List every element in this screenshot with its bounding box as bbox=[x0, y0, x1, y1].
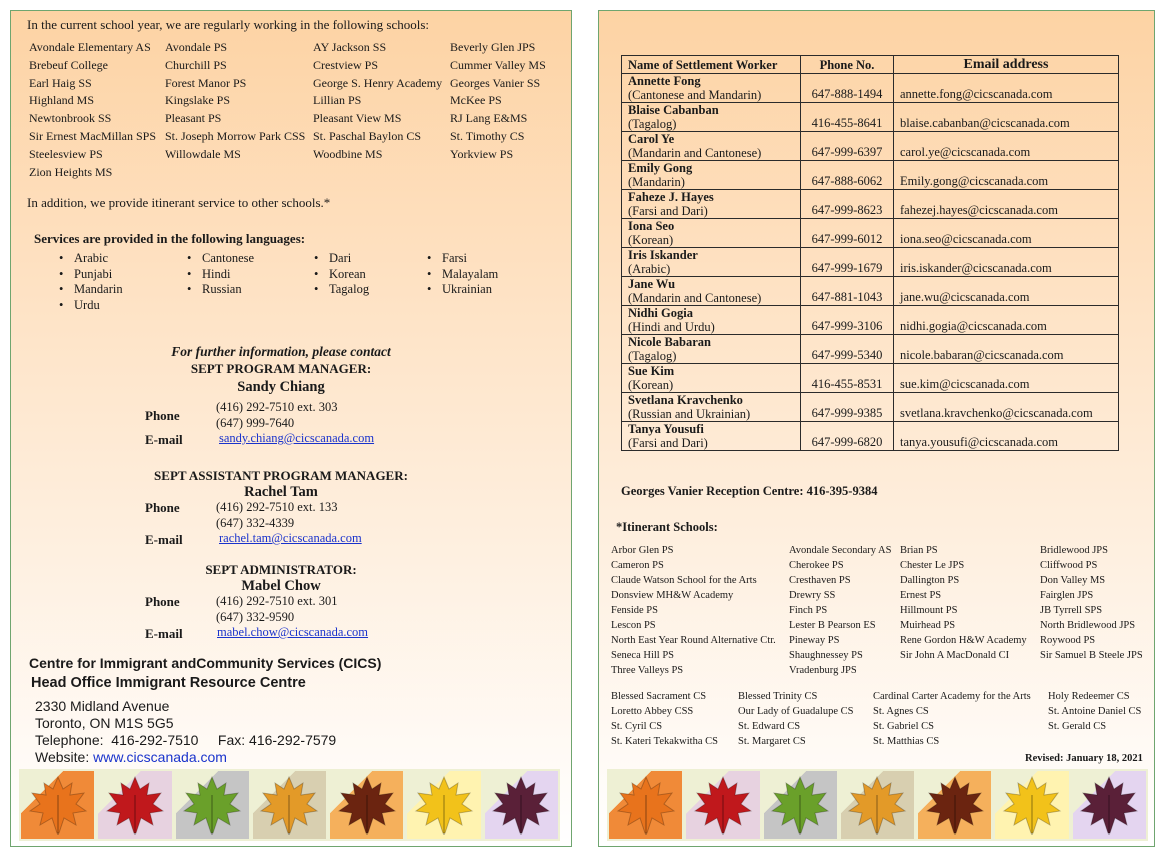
maple-leaf-icon bbox=[485, 771, 558, 839]
worker-phone: 647-999-6012 bbox=[801, 219, 894, 248]
worker-languages: (Korean) bbox=[628, 378, 674, 392]
itinerant-school-item: St. Gerald CS bbox=[1048, 721, 1107, 732]
school-item: Highland MS bbox=[29, 93, 95, 108]
school-item: Lillian PS bbox=[313, 93, 362, 108]
table-row bbox=[622, 248, 1119, 277]
worker-phone: 647-999-8623 bbox=[801, 190, 894, 219]
language-item: • Malayalam bbox=[427, 267, 527, 283]
worker-languages: (Tagalog) bbox=[628, 117, 677, 131]
worker-cell bbox=[622, 190, 801, 219]
itinerant-school-item: Vradenburg JPS bbox=[789, 665, 857, 676]
language-item: • Ukrainian bbox=[427, 282, 527, 298]
maple-leaf-icon bbox=[764, 771, 837, 839]
language-item: • Dari bbox=[314, 251, 427, 267]
worker-phone: 647-999-6397 bbox=[801, 132, 894, 161]
language-item: • Mandarin bbox=[59, 282, 187, 298]
maple-leaf-icon bbox=[98, 771, 171, 839]
table-row bbox=[622, 306, 1119, 335]
itinerant-school-item: North Bridlewood JPS bbox=[1040, 620, 1136, 631]
worker-languages: (Korean) bbox=[628, 233, 674, 247]
phone-number: (647) 332-9590 bbox=[216, 610, 295, 624]
itinerant-school-item: North East Year Round Alternative Ctr. bbox=[611, 635, 776, 646]
regular-schools-list bbox=[29, 39, 559, 181]
org-name: Centre for Immigrant andCommunity Services (CICS) bbox=[29, 655, 382, 671]
school-item: Churchill PS bbox=[165, 57, 227, 72]
worker-phone: 416-455-8641 bbox=[801, 103, 894, 132]
table-row bbox=[622, 393, 1119, 422]
language-item: • Arabic bbox=[59, 251, 187, 267]
itinerant-school-item: St. Cyril CS bbox=[611, 721, 663, 732]
worker-languages: (Farsi and Dari) bbox=[628, 204, 708, 218]
worker-name: Nicole Babaran bbox=[628, 335, 711, 349]
phone-label: Phone bbox=[145, 594, 180, 609]
itinerant-school-item: Arbor Glen PS bbox=[611, 545, 674, 556]
language-item: • Farsi bbox=[427, 251, 527, 267]
itinerant-school-item: Lester B Pearson ES bbox=[789, 620, 876, 631]
phone-number: (647) 999-7640 bbox=[216, 416, 295, 430]
itinerant-school-item: Don Valley MS bbox=[1040, 575, 1106, 586]
school-item: Forest Manor PS bbox=[165, 75, 247, 90]
table-row bbox=[622, 103, 1119, 132]
phone-number: (416) 292-7510 ext. 301 bbox=[216, 594, 338, 608]
school-item: Newtonbrook SS bbox=[29, 111, 112, 126]
itinerant-catholic-schools bbox=[611, 689, 1148, 749]
itinerant-school-item: Blessed Trinity CS bbox=[738, 691, 818, 702]
itinerant-school-item: Roywood PS bbox=[1040, 635, 1096, 646]
itinerant-school-item: Fenside PS bbox=[611, 605, 658, 616]
itinerant-school-item: Holy Redeemer CS bbox=[1048, 691, 1130, 702]
school-item: Avondale Elementary AS bbox=[29, 40, 151, 54]
worker-name: Faheze J. Hayes bbox=[628, 190, 714, 204]
itinerant-school-item: St. Matthias CS bbox=[873, 736, 940, 747]
settlement-workers-table bbox=[621, 55, 1119, 451]
itinerant-school-item: Sir John A MacDonald CI bbox=[900, 650, 1010, 661]
itinerant-school-item: Sir Samuel B Steele JPS bbox=[1040, 650, 1143, 661]
itinerant-school-item: Donsview MH&W Academy bbox=[611, 590, 734, 601]
table-row bbox=[622, 219, 1119, 248]
worker-email[interactable]: sue.kim@cicscanada.com bbox=[894, 364, 1119, 393]
school-item: Woodbine MS bbox=[313, 146, 383, 161]
table-row bbox=[622, 132, 1119, 161]
table-row bbox=[622, 161, 1119, 190]
maple-leaf-icon bbox=[176, 771, 249, 839]
table-row bbox=[622, 190, 1119, 219]
itinerant-school-item: Seneca Hill PS bbox=[611, 650, 674, 661]
email-link[interactable]: mabel.chow@cicscanada.com bbox=[217, 625, 369, 639]
worker-name: Iris Iskander bbox=[628, 248, 698, 262]
worker-phone: 416-455-8531 bbox=[801, 364, 894, 393]
itinerant-school-item bbox=[1048, 734, 1148, 749]
worker-cell bbox=[622, 103, 801, 132]
worker-cell bbox=[622, 132, 801, 161]
worker-phone: 647-881-1043 bbox=[801, 277, 894, 306]
itinerant-school-item: Hillmount PS bbox=[900, 605, 958, 616]
maple-leaf-icon bbox=[609, 771, 682, 839]
itinerant-school-item: Fairglen JPS bbox=[1040, 590, 1094, 601]
school-item: RJ Lang E&MS bbox=[450, 111, 528, 126]
itinerant-school-item: JB Tyrrell SPS bbox=[1040, 605, 1103, 616]
reception-centre: Georges Vanier Reception Centre: 416-395-9384 bbox=[621, 484, 878, 498]
worker-email[interactable]: iona.seo@cicscanada.com bbox=[894, 219, 1119, 248]
itinerant-school-item: Lescon PS bbox=[611, 620, 656, 631]
worker-name: Svetlana Kravchenko bbox=[628, 393, 743, 407]
worker-languages: (Mandarin and Cantonese) bbox=[628, 146, 762, 160]
itinerant-school-item: Brian PS bbox=[900, 545, 938, 556]
table-row bbox=[622, 277, 1119, 306]
worker-cell bbox=[622, 306, 801, 335]
phone-number: (647) 332-4339 bbox=[216, 516, 295, 530]
worker-name: Blaise Cabanban bbox=[628, 103, 719, 117]
school-item: McKee PS bbox=[450, 93, 502, 108]
address-line: 2330 Midland Avenue bbox=[35, 698, 170, 714]
org-office: Head Office Immigrant Resource Centre bbox=[31, 675, 306, 691]
column-header: Email address bbox=[894, 56, 1119, 74]
worker-cell bbox=[622, 277, 801, 306]
itinerant-school-item: Ernest PS bbox=[900, 590, 942, 601]
itinerant-school-item: St. Agnes CS bbox=[873, 706, 929, 717]
leaf-banner bbox=[607, 769, 1148, 841]
right-page bbox=[598, 10, 1155, 847]
worker-languages: (Mandarin) bbox=[628, 175, 685, 189]
itinerant-school-item: Cresthaven PS bbox=[789, 575, 851, 586]
maple-leaf-icon bbox=[686, 771, 759, 839]
language-item: • Urdu bbox=[59, 298, 187, 314]
leaf-banner bbox=[19, 769, 560, 841]
worker-email[interactable]: svetlana.kravchenko@cicscanada.com bbox=[894, 393, 1119, 422]
maple-leaf-icon bbox=[841, 771, 914, 839]
worker-email[interactable]: jane.wu@cicscanada.com bbox=[894, 277, 1119, 306]
worker-phone: 647-999-5340 bbox=[801, 335, 894, 364]
email-link[interactable]: sandy.chiang@cicscanada.com bbox=[219, 431, 375, 445]
contact-name: Sandy Chiang bbox=[237, 379, 325, 395]
worker-name: Carol Ye bbox=[628, 132, 675, 146]
worker-languages: (Arabic) bbox=[628, 262, 671, 276]
maple-leaf-icon bbox=[1073, 771, 1146, 839]
itinerant-public-schools bbox=[611, 543, 1150, 678]
worker-languages: (Cantonese and Mandarin) bbox=[628, 88, 762, 102]
school-item: Yorkview PS bbox=[450, 146, 514, 161]
table-row bbox=[622, 335, 1119, 364]
table-row bbox=[622, 74, 1119, 103]
worker-languages: (Mandarin and Cantonese) bbox=[628, 291, 762, 305]
school-item: Pleasant View MS bbox=[313, 111, 402, 126]
school-item: St. Timothy CS bbox=[450, 128, 525, 143]
itinerant-school-item: Cherokee PS bbox=[789, 560, 844, 571]
school-item bbox=[313, 164, 450, 182]
school-item bbox=[450, 164, 559, 182]
worker-cell bbox=[622, 161, 801, 190]
school-item: AY Jackson SS bbox=[313, 40, 387, 54]
worker-cell bbox=[622, 335, 801, 364]
itinerant-school-item: St. Antoine Daniel CS bbox=[1048, 706, 1142, 717]
telephone-fax: Telephone: 416-292-7510 Fax: 416-292-7579 bbox=[35, 732, 337, 748]
phone-number: (416) 292-7510 ext. 133 bbox=[216, 500, 338, 514]
worker-languages: (Tagalog) bbox=[628, 349, 677, 363]
school-item: Willowdale MS bbox=[165, 146, 241, 161]
itinerant-school-item: Muirhead PS bbox=[900, 620, 956, 631]
itinerant-school-item: Shaughnessey PS bbox=[789, 650, 863, 661]
school-item: Beverly Glen JPS bbox=[450, 40, 536, 54]
email-label: E-mail bbox=[145, 532, 183, 547]
website-line bbox=[35, 749, 227, 765]
revised-date: Revised: January 18, 2021 bbox=[1025, 753, 1143, 764]
worker-email[interactable]: iris.iskander@cicscanada.com bbox=[894, 248, 1119, 277]
worker-phone: 647-999-6820 bbox=[801, 422, 894, 451]
worker-cell bbox=[622, 422, 801, 451]
school-item: Kingslake PS bbox=[165, 93, 231, 108]
worker-name: Nidhi Gogia bbox=[628, 306, 693, 320]
schools-intro: In the current school year, we are regularly working in the following schools: bbox=[27, 17, 429, 32]
address-line: Toronto, ON M1S 5G5 bbox=[35, 715, 174, 731]
table-header-row bbox=[622, 56, 1119, 74]
language-item: • Tagalog bbox=[314, 282, 427, 298]
worker-cell bbox=[622, 248, 801, 277]
itinerant-school-item: Our Lady of Guadalupe CS bbox=[738, 706, 854, 717]
contact-title: SEPT ASSISTANT PROGRAM MANAGER: bbox=[154, 468, 408, 483]
worker-email[interactable]: nicole.babaran@cicscanada.com bbox=[894, 335, 1119, 364]
itinerant-school-item: Loretto Abbey CSS bbox=[611, 706, 694, 717]
contact-name: Mabel Chow bbox=[241, 578, 321, 594]
maple-leaf-icon bbox=[21, 771, 94, 839]
school-item: Avondale PS bbox=[165, 40, 228, 54]
worker-name: Iona Seo bbox=[628, 219, 675, 233]
itinerant-note: In addition, we provide itinerant service to other schools.* bbox=[27, 195, 331, 210]
school-item: Crestview PS bbox=[313, 57, 379, 72]
itinerant-school-item: Cliffwood PS bbox=[1040, 560, 1098, 571]
left-page bbox=[10, 10, 572, 847]
languages-heading: Services are provided in the following languages: bbox=[34, 231, 306, 246]
table-row bbox=[622, 422, 1119, 451]
phone-number: (416) 292-7510 ext. 303 bbox=[216, 400, 338, 414]
itinerant-school-item: St. Gabriel CS bbox=[873, 721, 934, 732]
worker-cell bbox=[622, 74, 801, 103]
itinerant-school-item: Pineway PS bbox=[789, 635, 840, 646]
email-link[interactable]: rachel.tam@cicscanada.com bbox=[219, 531, 362, 545]
worker-languages: (Farsi and Dari) bbox=[628, 436, 708, 450]
worker-email[interactable]: tanya.yousufi@cicscanada.com bbox=[894, 422, 1119, 451]
itinerant-school-item: St. Margaret CS bbox=[738, 736, 806, 747]
worker-name: Annette Fong bbox=[628, 74, 701, 88]
language-item: • Punjabi bbox=[59, 267, 187, 283]
language-item: • Russian bbox=[187, 282, 314, 298]
school-item: Steelesview PS bbox=[29, 146, 103, 161]
itinerant-school-item bbox=[1040, 663, 1150, 678]
worker-name: Sue Kim bbox=[628, 364, 675, 378]
itinerant-school-item: Claude Watson School for the Arts bbox=[611, 575, 757, 586]
worker-cell bbox=[622, 364, 801, 393]
worker-name: Jane Wu bbox=[628, 277, 676, 291]
website-label: Website: bbox=[35, 749, 94, 765]
worker-phone: 647-999-1679 bbox=[801, 248, 894, 277]
contact-name: Rachel Tam bbox=[244, 484, 318, 500]
itinerant-school-item: Cameron PS bbox=[611, 560, 664, 571]
worker-languages: (Hindi and Urdu) bbox=[628, 320, 715, 334]
itinerant-school-item: Chester Le JPS bbox=[900, 560, 965, 571]
itinerant-school-item: Finch PS bbox=[789, 605, 828, 616]
itinerant-school-item: Avondale Secondary AS bbox=[789, 545, 892, 556]
maple-leaf-icon bbox=[330, 771, 403, 839]
itinerant-heading: *Itinerant Schools: bbox=[616, 520, 718, 534]
school-item: Georges Vanier SS bbox=[450, 75, 541, 90]
contact-title: SEPT PROGRAM MANAGER: bbox=[190, 361, 372, 376]
maple-leaf-icon bbox=[995, 771, 1068, 839]
worker-phone: 647-999-3106 bbox=[801, 306, 894, 335]
languages-list bbox=[59, 251, 527, 313]
worker-email[interactable]: nidhi.gogia@cicscanada.com bbox=[894, 306, 1119, 335]
worker-email[interactable]: Emily.gong@cicscanada.com bbox=[894, 161, 1119, 190]
itinerant-school-item: St. Edward CS bbox=[738, 721, 801, 732]
column-header: Name of Settlement Worker bbox=[622, 56, 801, 74]
school-item: Sir Ernest MacMillan SPS bbox=[29, 128, 157, 143]
worker-cell bbox=[622, 393, 801, 422]
itinerant-school-item: Rene Gordon H&W Academy bbox=[900, 635, 1027, 646]
language-item: • Korean bbox=[314, 267, 427, 283]
itinerant-school-item: Bridlewood JPS bbox=[1040, 545, 1108, 556]
website-link[interactable]: www.cicscanada.com bbox=[93, 749, 227, 765]
itinerant-school-item: Three Valleys PS bbox=[611, 665, 684, 676]
worker-phone: 647-888-6062 bbox=[801, 161, 894, 190]
school-item: St. Paschal Baylon CS bbox=[313, 128, 422, 143]
table-row bbox=[622, 364, 1119, 393]
language-item: • Cantonese bbox=[187, 251, 314, 267]
school-item: Pleasant PS bbox=[165, 111, 222, 126]
school-item: Earl Haig SS bbox=[29, 75, 92, 90]
email-label: E-mail bbox=[145, 432, 183, 447]
worker-name: Tanya Yousufi bbox=[628, 422, 704, 436]
worker-phone: 647-888-1494 bbox=[801, 74, 894, 103]
school-item: George S. Henry Academy bbox=[313, 75, 443, 90]
worker-name: Emily Gong bbox=[628, 161, 693, 175]
language-item: • Hindi bbox=[187, 267, 314, 283]
maple-leaf-icon bbox=[918, 771, 991, 839]
itinerant-school-item: Drewry SS bbox=[789, 590, 836, 601]
phone-label: Phone bbox=[145, 500, 180, 515]
school-item: St. Joseph Morrow Park CSS bbox=[165, 128, 306, 143]
worker-email[interactable]: carol.ye@cicscanada.com bbox=[894, 132, 1119, 161]
school-item: Brebeuf College bbox=[29, 57, 108, 72]
itinerant-school-item bbox=[900, 663, 1040, 678]
phone-label: Phone bbox=[145, 408, 180, 423]
worker-email[interactable]: fahezej.hayes@cicscanada.com bbox=[894, 190, 1119, 219]
worker-email[interactable]: blaise.cabanban@cicscanada.com bbox=[894, 103, 1119, 132]
itinerant-school-item: Dallington PS bbox=[900, 575, 960, 586]
itinerant-school-item: Blessed Sacrament CS bbox=[611, 691, 707, 702]
itinerant-school-item: St. Kateri Tekakwitha CS bbox=[611, 736, 718, 747]
worker-phone: 647-999-9385 bbox=[801, 393, 894, 422]
school-item: Zion Heights MS bbox=[29, 164, 113, 179]
itinerant-school-item: Cardinal Carter Academy for the Arts bbox=[873, 691, 1031, 702]
contact-intro: For further information, please contact bbox=[171, 344, 391, 359]
contact-title: SEPT ADMINISTRATOR: bbox=[205, 562, 357, 577]
maple-leaf-icon bbox=[407, 771, 480, 839]
worker-email[interactable]: annette.fong@cicscanada.com bbox=[894, 74, 1119, 103]
worker-cell bbox=[622, 219, 801, 248]
school-item bbox=[165, 164, 313, 182]
column-header: Phone No. bbox=[801, 56, 894, 74]
school-item: Cummer Valley MS bbox=[450, 57, 546, 72]
worker-languages: (Russian and Ukrainian) bbox=[628, 407, 751, 421]
email-label: E-mail bbox=[145, 626, 183, 641]
maple-leaf-icon bbox=[253, 771, 326, 839]
